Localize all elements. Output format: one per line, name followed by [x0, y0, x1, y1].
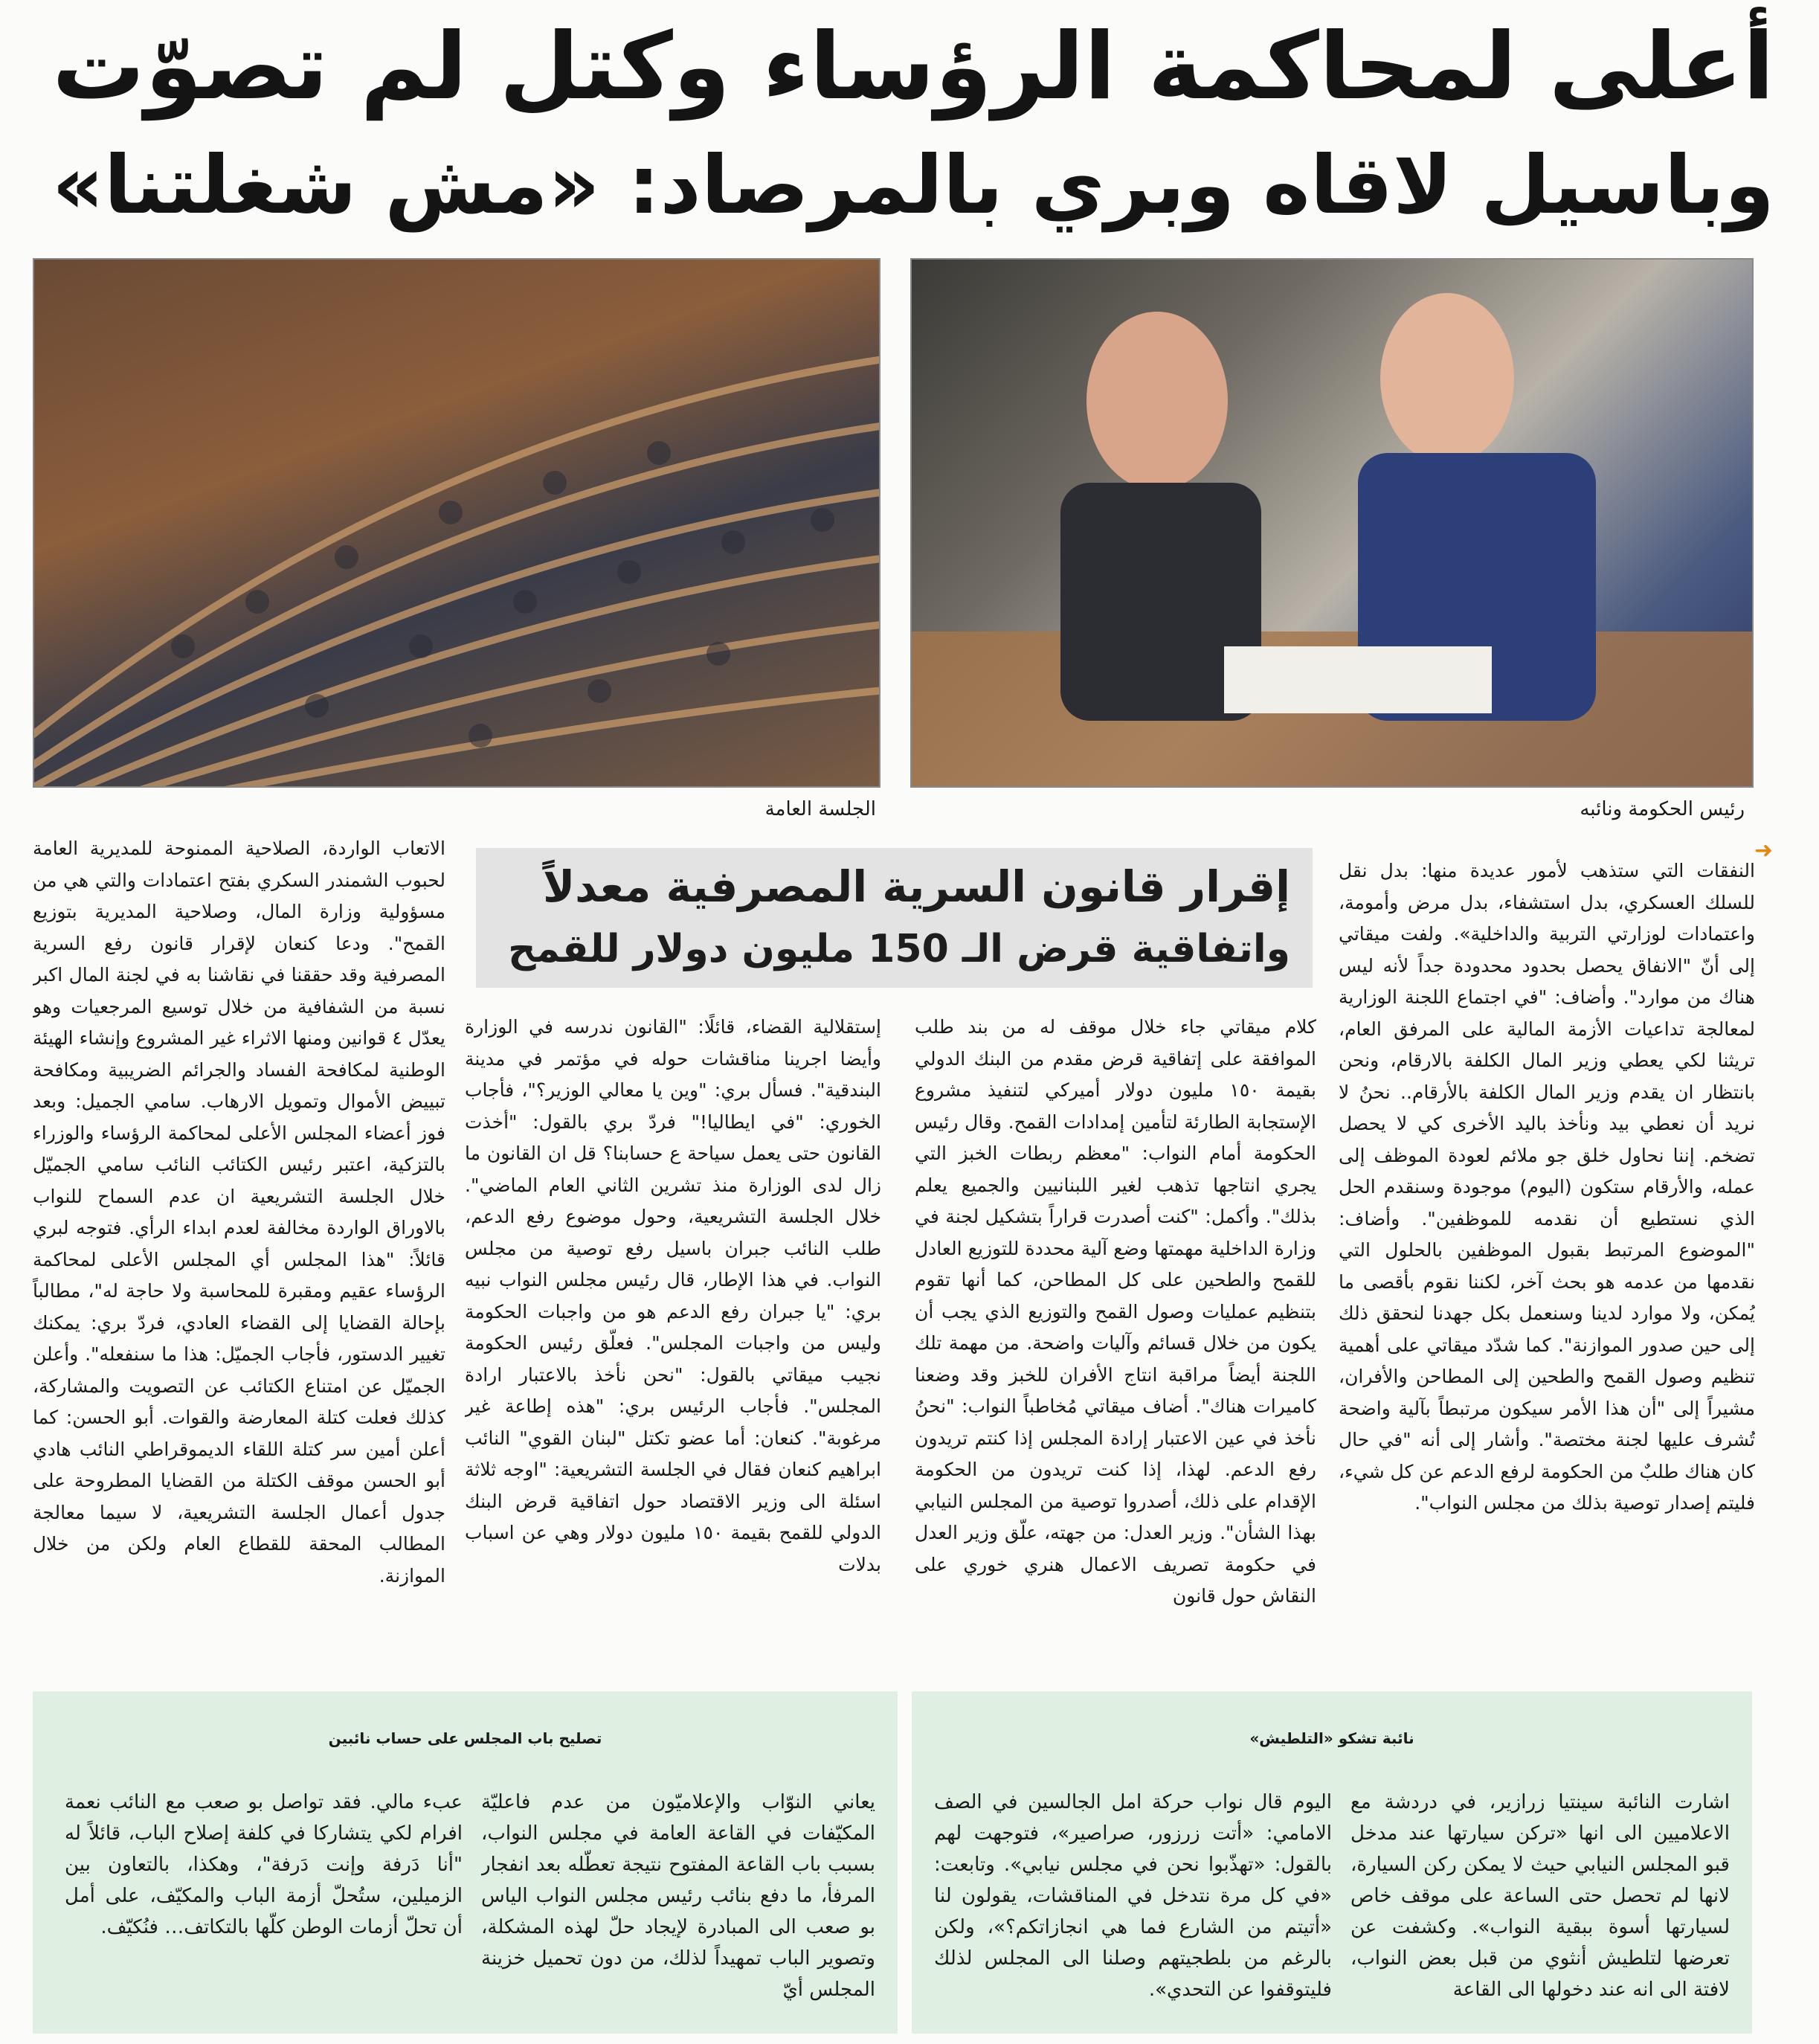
session-photo-illustration [34, 260, 879, 786]
parliament-session-photo [33, 258, 880, 788]
photo-caption-officials: رئيس الحكومة ونائبه [1580, 798, 1745, 820]
continuation-arrow-icon: ➜ [1754, 838, 1773, 864]
box-door-text-b: عبء مالي. فقد تواصل بو صعب مع النائب نعمة افرام لكي يتشاركا في كلفة إصلاح الباب، قائلاً له "أنا دَرفة وإنت دَرفة"، وهكذا، بالتعاون بين الزميلين، ستُحلّ أزمة الباب والمكيّف، على أمل أن تحلّ أزمات الوطن كلّها بالتكاتف… فنُكيّف. [65, 1791, 463, 1938]
column-4-text: الاتعاب الواردة، الصلاحية الممنوحة للمديرية العامة لحبوب الشمندر السكري بفتح اعتمادات والتي هي من مسؤولية وزارة المال، وصلاحية المديرية بتوزيع القمح". ودعا كنعان لإقرار قانون رفع السرية المصرفية وقد حققنا في نقاشنا به في لجنة المال اكبر نسبة من الشفافية من خلال توسيع المرجعيات وهو يعدّل ٤ قوانين ومنها الاثراء غير المشروع وإنشاء الهيئة الوطنية لمكافحة الفساد والجرائم الضريبية ومكافحة تبييض الأموال وتمويل الارهاب. سامي الجميل: وبعد فوز أعضاء المجلس الأعلى لمحاكمة الرؤساء والوزراء بالتزكية، اعتبر رئيس الكتائب النائب سامي الجميّل خلال الجلسة التشريعية ان عدم السماح للنواب بالاوراق الواردة مخالفة لعدم ابداء الرأي. فتوجه لبري قائلاً: "هذا المجلس أي المجلس الأعلى لمحاكمة الرؤساء عقيم ومقبرة للمحاسبة ولا حاجة له"، مطالباً بإحالة القضايا إلى القضاء العادي، فردّ بري: يمكنك تغيير الدستور، فأجاب الجميّل: هذا ما سنفعله". وأعلن الجميّل عن امتناع الكتائب عن التصويت والمشاركة، كذلك فعلت كتلة المعارضة والقوات. أبو الحسن: كما أعلن أمين سر كتلة اللقاء الديموقراطي النائب هادي أبو الحسن موقف الكتلة من القضايا المطروحة على جدول أعمال الجلسة التشريعية، لا سيما معالجة المطالب المحقة للقطاع العام ولكن من خلال الموازنة. [33, 838, 445, 1587]
headline-line2: وباسيل لاقاه وبري بالمرصاد: «مش شغلتنا» [51, 139, 1774, 232]
article-column-1 [1339, 855, 1755, 1703]
sidebar-box-mp-complaint [912, 1691, 1752, 2034]
box-complaint-text-b: اليوم قال نواب حركة امل الجالسين في الصف الامامي: «أتت زرزور، صراصير»، فتوجهت لهم بالقول: «تهذّبوا نحن في مجلس نيابي». وتابعت: «في كل مرة نتدخل في المناقشات، يقولون لنا «أتيتم من الشارع فما هي انجازاتكم؟»، ولكن بالرغم من بلطجيتهم وصلنا الى المجلس لذلك فليتوقفوا عن التحدي». [934, 1791, 1332, 2001]
article-column-4 [33, 833, 445, 1681]
box-door-text-a: يعاني النوّاب والإعلاميّون من عدم فاعليّة المكيّفات في القاعة العامة في مجلس النواب، بسبب باب القاعة المفتوح نتيجة تعطّله بعد انفجار المرفأ، ما دفع بنائب رئيس مجلس النواب الياس بو صعب الى المبادرة لإيجاد حلّ لهذه المشكلة، وتصوير الباب تمهيداً لذلك، من دون تحميل خزينة المجلس أيّ [481, 1791, 875, 2001]
column-3-text: إستقلالية القضاء، قائلًا: "القانون ندرسه في الوزارة وأيضا اجرينا مناقشات حوله في مؤتمر في مدينة البندقية". فسأل بري: "وين يا معالي الوزير؟"، فأجاب الخوري: "في ايطاليا!" فردّ بري بالقول: "أخذت القانون حتى يعمل سياحة ع حسابنا؟ قل ان القانون ما زال لدى الوزارة منذ تشرين الثاني العام الماضي". خلال الجلسة التشريعية، وحول موضوع رفع الدعم، طلب النائب جبران باسيل رفع توصية من مجلس النواب. في هذا الإطار، قال رئيس مجلس النواب نبيه بري: "يا جبران رفع الدعم هو من واجبات الحكومة وليس من واجبات المجلس". فعلّق رئيس الحكومة نجيب ميقاتي بالقول: "نحن نأخذ بالاعتبار ارادة المجلس". فأجاب الرئيس بري: "هذه إطاعة غير مرغوبة". كنعان: أما عضو تكتل "لبنان القوي" النائب ابراهيم كنعان فقال في الجلسة التشريعية: "اوجه ثلاثة اسئلة الى وزير الاقتصاد حول اتفاقية قرض البنك الدولي للقمح بقيمة ١٥٠ مليون دولار وهي عن اسباب بدلات [465, 1016, 881, 1575]
officials-photo-illustration [912, 260, 1752, 786]
column-1-text: النفقات التي ستذهب لأمور عديدة منها: بدل نقل للسلك العسكري، بدل استشفاء، بدل مرض وأمومة، واعتمادات لوزارتي التربية والداخلية». ولفت ميقاتي إلى أنّ "الانفاق يحصل بحدود محدودة جداً لأنه ليس هناك من موارد". وأضاف: "في اجتماع اللجنة الوزارية لمعالجة تداعيات الأزمة المالية على المرفق العام، تريثنا لكي يعطي وزير المال الكلفة بالارقام، ونحن بانتظار ان يقدم وزير المال الكلفة بالأرقام.. نحنُ لا نريد أن نعطي بيد ونأخذ باليد الأخرى كي لا يحصل تضخم. إننا نحاول خلق جو ملائم لعودة الموظف إلى عمله، والأرقام ستكون (اليوم) موجودة وسنقدم الحل الذي نستطيع أن نقدمه للموظفين". وأضاف: "الموضوع المرتبط بقبول الموظفين بالحلول التي نقدمها من عدمه هو بحث آخر، لكننا نقوم بأقصى ما يُمكن، ولا موارد لدينا وسنعمل بكل جهدنا لنحقق ذلك إلى حين صدور الموازنة". كما شدّد ميقاتي على أهمية تنظيم وصول القمح والطحين إلى المطاحن والأفران، مشيراً إلى "أن هذا الأمر سيكون مرتبطاً بآلية واضحة تُشرف عليها لجنة مختصة". وأشار إلى أنه "في حال كان هناك طلبٌ من الحكومة لرفع الدعم عن كل شيء، فليتم إصدار توصية بذلك من مجلس النواب". [1339, 860, 1755, 1514]
column-2-text: كلام ميقاتي جاء خلال موقف له من بند طلب الموافقة على إتفاقية قرض مقدم من البنك الدولي بقيمة ١٥٠ مليون دولار أميركي لتنفيذ مشروع الإستجابة الطارئة لتأمين إمدادات القمح. وقال رئيس الحكومة أمام النواب: "معظم ربطات الخبز التي يجري انتاجها تذهب لغير اللبنانيين والجميع يعلم بذلك". وأكمل: "كنت أصدرت قراراً بتشكيل لجنة في وزارة الداخلية مهمتها وضع آلية محددة للتوزيع العادل للقمح والطحين على كل المطاحن، كما أنها تقوم بتنظيم عمليات وصول القمح والتوزيع الذي يجب أن يكون من خلال قسائم وآليات واضحة. من مهمة تلك اللجنة أيضاً مراقبة انتاج الأفران للخبز وقد وضعنا كاميرات هناك". أضاف ميقاتي مُخاطباً النواب: "نحنُ نأخذ في عين الاعتبار إرادة المجلس إذا كنتم تريدون رفع الدعم. لهذا، إذا كنت تريدون من الحكومة الإقدام على ذلك، أصدروا توصية من المجلس النيابي بهذا الشأن". وزير العدل: من جهته، علّق وزير العدل في حكومة تصريف الاعمال هنري خوري على النقاش حول قانون [915, 1016, 1316, 1607]
headline-line1: أعلى لمحاكمة الرؤساء وكتل لم تصوّت [52, 13, 1774, 120]
sidebar-box-door-repair [33, 1691, 898, 2034]
prime-minister-photo [910, 258, 1754, 788]
subheadline-line1: إقرار قانون السرية المصرفية معدلاً [542, 861, 1290, 912]
box-complaint-text-a: اشارت النائبة سينتيا زرازير، في دردشة مع الاعلاميين الى انها «تركن سيارتها عند مدخل قبو المجلس النيابي حيث لا يمكن ركن السيارة، لانها لم تحصل حتى الساعة على موقف خاص لسيارتها أسوة ببقية النواب». وكشفت عن تعرضها لتلطيش أنثوي من قبل بعض النواب، لافتة الى انه عند دخولها الى القاعة [1350, 1791, 1730, 2001]
subheadline-line2: واتفاقية قرض الـ 150 مليون دولار للقمح [508, 927, 1290, 971]
box-title-mp-complaint: نائبة تشكو «التلطيش» [1249, 1729, 1414, 1747]
photo-caption-session: الجلسة العامة [764, 798, 876, 820]
subheadline-box [476, 848, 1313, 988]
box-title-door-repair: تصليح باب المجلس على حساب نائبين [328, 1729, 602, 1747]
